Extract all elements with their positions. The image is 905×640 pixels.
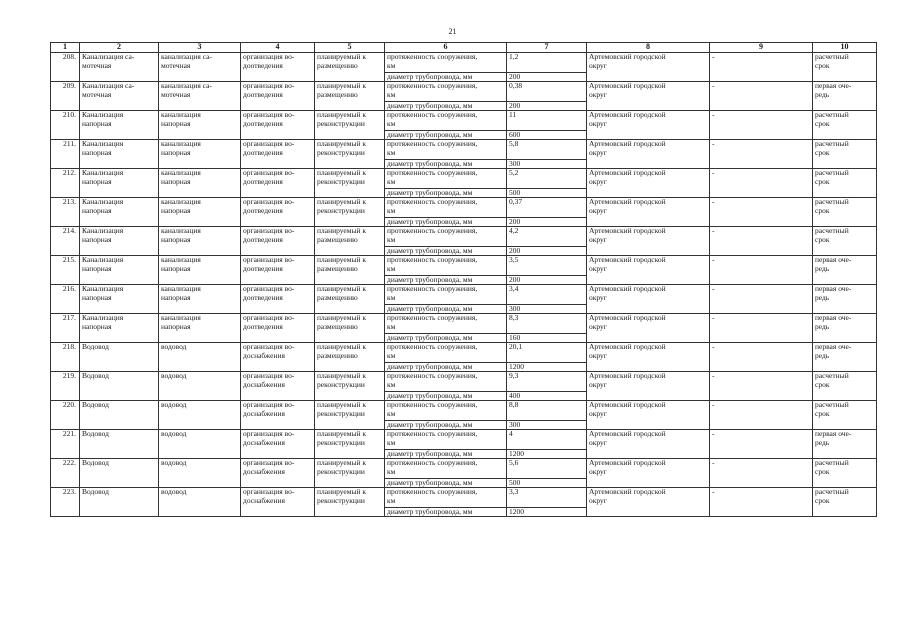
object-name: Канализация са- мотечная	[80, 53, 159, 82]
parameter-length-value: 11	[507, 111, 587, 131]
column-number: 1	[51, 43, 80, 53]
object-zone: -	[710, 53, 813, 82]
object-deadline: первая оче- редь	[813, 285, 877, 314]
row-number: 214.	[51, 227, 80, 256]
object-location: Артемовский городской округ	[587, 198, 710, 227]
parameter-length-value: 3,4	[507, 285, 587, 305]
object-purpose: организация во- доотведения	[241, 256, 315, 285]
column-number: 8	[587, 43, 710, 53]
parameter-length-value: 1,2	[507, 53, 587, 73]
object-deadline: расчетный срок	[813, 53, 877, 82]
parameter-diameter-value: 300	[507, 421, 587, 430]
object-zone: -	[710, 285, 813, 314]
object-deadline: расчетный срок	[813, 459, 877, 488]
object-name: Канализация напорная	[80, 140, 159, 169]
object-zone: -	[710, 169, 813, 198]
parameter-length: протяженность сооружения, км	[385, 488, 507, 508]
parameter-diameter: диаметр трубопровода, мм	[385, 392, 507, 401]
parameter-length-value: 4,2	[507, 227, 587, 247]
object-status: планируемый к реконструкции	[315, 430, 385, 459]
object-status: планируемый к размещению	[315, 227, 385, 256]
object-type: канализация напорная	[159, 140, 241, 169]
object-location: Артемовский городской округ	[587, 430, 710, 459]
object-name: Канализация напорная	[80, 198, 159, 227]
object-deadline: расчетный срок	[813, 488, 877, 517]
row-number: 221.	[51, 430, 80, 459]
column-number: 2	[80, 43, 159, 53]
object-name: Водовод	[80, 459, 159, 488]
object-purpose: организация во- доотведения	[241, 198, 315, 227]
parameter-length: протяженность сооружения, км	[385, 314, 507, 334]
objects-table	[50, 42, 877, 517]
parameter-length: протяженность сооружения, км	[385, 111, 507, 131]
parameter-length-value: 8,8	[507, 401, 587, 421]
object-status: планируемый к реконструкции	[315, 198, 385, 227]
object-deadline: первая оче- редь	[813, 343, 877, 372]
object-name: Канализация напорная	[80, 111, 159, 140]
table-body	[51, 43, 877, 517]
object-zone: -	[710, 256, 813, 285]
parameter-length: протяженность сооружения, км	[385, 430, 507, 450]
object-type: канализация са- мотечная	[159, 82, 241, 111]
table-row	[51, 488, 877, 508]
object-type: водовод	[159, 401, 241, 430]
table-row	[51, 314, 877, 334]
object-location: Артемовский городской округ	[587, 401, 710, 430]
parameter-length: протяженность сооружения, км	[385, 285, 507, 305]
parameter-diameter-value: 200	[507, 218, 587, 227]
object-type: водовод	[159, 430, 241, 459]
row-number: 218.	[51, 343, 80, 372]
parameter-length-value: 20,1	[507, 343, 587, 363]
parameter-length: протяженность сооружения, км	[385, 459, 507, 479]
parameter-length-value: 3,3	[507, 488, 587, 508]
object-type: водовод	[159, 372, 241, 401]
object-zone: -	[710, 488, 813, 517]
table-row	[51, 140, 877, 160]
object-type: водовод	[159, 488, 241, 517]
parameter-diameter: диаметр трубопровода, мм	[385, 73, 507, 82]
parameter-length: протяженность сооружения, км	[385, 140, 507, 160]
row-number: 215.	[51, 256, 80, 285]
parameter-diameter: диаметр трубопровода, мм	[385, 334, 507, 343]
parameter-diameter: диаметр трубопровода, мм	[385, 450, 507, 459]
parameter-diameter: диаметр трубопровода, мм	[385, 276, 507, 285]
object-purpose: организация во- доотведения	[241, 227, 315, 256]
object-deadline: расчетный срок	[813, 169, 877, 198]
parameter-diameter-value: 200	[507, 102, 587, 111]
object-zone: -	[710, 372, 813, 401]
object-location: Артемовский городской округ	[587, 227, 710, 256]
object-zone: -	[710, 111, 813, 140]
parameter-length: протяженность сооружения, км	[385, 198, 507, 218]
object-location: Артемовский городской округ	[587, 314, 710, 343]
parameter-diameter: диаметр трубопровода, мм	[385, 218, 507, 227]
parameter-length-value: 5,6	[507, 459, 587, 479]
object-status: планируемый к размещению	[315, 285, 385, 314]
object-status: планируемый к реконструкции	[315, 459, 385, 488]
object-purpose: организация во- доотведения	[241, 53, 315, 82]
row-number: 219.	[51, 372, 80, 401]
object-zone: -	[710, 314, 813, 343]
object-location: Артемовский городской округ	[587, 343, 710, 372]
parameter-diameter: диаметр трубопровода, мм	[385, 421, 507, 430]
parameter-diameter-value: 160	[507, 334, 587, 343]
table-row	[51, 343, 877, 363]
object-deadline: первая оче- редь	[813, 82, 877, 111]
row-number: 223.	[51, 488, 80, 517]
parameter-length-value: 0,37	[507, 198, 587, 218]
column-number: 10	[813, 43, 877, 53]
page-number: 21	[448, 27, 457, 36]
parameter-diameter-value: 1200	[507, 508, 587, 517]
object-status: планируемый к реконструкции	[315, 488, 385, 517]
object-purpose: организация во- доснабжения	[241, 372, 315, 401]
column-number: 7	[507, 43, 587, 53]
table-row	[51, 285, 877, 305]
object-location: Артемовский городской округ	[587, 372, 710, 401]
table-row	[51, 111, 877, 131]
object-name: Водовод	[80, 401, 159, 430]
object-status: планируемый к реконструкции	[315, 401, 385, 430]
object-location: Артемовский городской округ	[587, 488, 710, 517]
row-number: 210.	[51, 111, 80, 140]
parameter-length: протяженность сооружения, км	[385, 343, 507, 363]
parameter-diameter: диаметр трубопровода, мм	[385, 102, 507, 111]
object-name: Канализация са- мотечная	[80, 82, 159, 111]
object-purpose: организация во- доснабжения	[241, 401, 315, 430]
object-type: канализация напорная	[159, 198, 241, 227]
object-location: Артемовский городской округ	[587, 285, 710, 314]
table-row	[51, 459, 877, 479]
object-location: Артемовский городской округ	[587, 111, 710, 140]
column-number: 9	[710, 43, 813, 53]
object-zone: -	[710, 401, 813, 430]
object-zone: -	[710, 140, 813, 169]
object-purpose: организация во- доотведения	[241, 111, 315, 140]
object-zone: -	[710, 459, 813, 488]
object-name: Водовод	[80, 430, 159, 459]
table-row	[51, 53, 877, 73]
object-purpose: организация во- доотведения	[241, 169, 315, 198]
column-number: 5	[315, 43, 385, 53]
object-deadline: первая оче- редь	[813, 430, 877, 459]
parameter-length: протяженность сооружения, км	[385, 401, 507, 421]
table-row	[51, 401, 877, 421]
parameter-length: протяженность сооружения, км	[385, 53, 507, 73]
table-row	[51, 82, 877, 102]
object-purpose: организация во- доснабжения	[241, 430, 315, 459]
object-name: Канализация напорная	[80, 314, 159, 343]
object-deadline: первая оче- редь	[813, 314, 877, 343]
object-zone: -	[710, 227, 813, 256]
object-type: водовод	[159, 459, 241, 488]
parameter-length: протяженность сооружения, км	[385, 256, 507, 276]
parameter-diameter-value: 500	[507, 189, 587, 198]
object-location: Артемовский городской округ	[587, 169, 710, 198]
row-number: 222.	[51, 459, 80, 488]
object-deadline: расчетный срок	[813, 401, 877, 430]
parameter-diameter: диаметр трубопровода, мм	[385, 131, 507, 140]
object-name: Канализация напорная	[80, 227, 159, 256]
parameter-length-value: 9,3	[507, 372, 587, 392]
object-purpose: организация во- доотведения	[241, 82, 315, 111]
object-deadline: расчетный срок	[813, 198, 877, 227]
row-number: 209.	[51, 82, 80, 111]
parameter-length-value: 3,5	[507, 256, 587, 276]
parameter-diameter-value: 1200	[507, 450, 587, 459]
object-purpose: организация во- доснабжения	[241, 488, 315, 517]
object-status: планируемый к реконструкции	[315, 140, 385, 169]
object-location: Артемовский городской округ	[587, 140, 710, 169]
object-purpose: организация во- доотведения	[241, 314, 315, 343]
object-deadline: расчетный срок	[813, 372, 877, 401]
object-type: канализация напорная	[159, 285, 241, 314]
object-status: планируемый к реконструкции	[315, 169, 385, 198]
parameter-diameter-value: 300	[507, 305, 587, 314]
table-row	[51, 430, 877, 450]
object-purpose: организация во- доснабжения	[241, 459, 315, 488]
parameter-diameter-value: 300	[507, 160, 587, 169]
object-type: канализация напорная	[159, 169, 241, 198]
row-number: 216.	[51, 285, 80, 314]
row-number: 220.	[51, 401, 80, 430]
object-deadline: расчетный срок	[813, 140, 877, 169]
object-type: канализация са- мотечная	[159, 53, 241, 82]
parameter-diameter-value: 200	[507, 247, 587, 256]
table-row	[51, 372, 877, 392]
object-purpose: организация во- доотведения	[241, 140, 315, 169]
parameter-length-value: 5,8	[507, 140, 587, 160]
table-row	[51, 198, 877, 218]
object-type: канализация напорная	[159, 256, 241, 285]
row-number: 208.	[51, 53, 80, 82]
object-purpose: организация во- доснабжения	[241, 343, 315, 372]
object-name: Канализация напорная	[80, 256, 159, 285]
object-status: планируемый к реконструкции	[315, 111, 385, 140]
parameter-length: протяженность сооружения, км	[385, 169, 507, 189]
row-number: 217.	[51, 314, 80, 343]
object-zone: -	[710, 198, 813, 227]
column-number: 6	[385, 43, 507, 53]
object-deadline: расчетный срок	[813, 111, 877, 140]
parameter-diameter: диаметр трубопровода, мм	[385, 189, 507, 198]
parameter-length: протяженность сооружения, км	[385, 372, 507, 392]
object-name: Водовод	[80, 372, 159, 401]
column-number-row	[51, 43, 877, 53]
object-type: канализация напорная	[159, 314, 241, 343]
parameter-diameter: диаметр трубопровода, мм	[385, 160, 507, 169]
object-name: Канализация напорная	[80, 169, 159, 198]
parameter-diameter: диаметр трубопровода, мм	[385, 247, 507, 256]
parameter-diameter-value: 200	[507, 73, 587, 82]
row-number: 211.	[51, 140, 80, 169]
object-status: планируемый к размещению	[315, 314, 385, 343]
object-status: планируемый к размещению	[315, 343, 385, 372]
object-status: планируемый к размещению	[315, 53, 385, 82]
column-number: 3	[159, 43, 241, 53]
parameter-length: протяженность сооружения, км	[385, 227, 507, 247]
object-status: планируемый к размещению	[315, 82, 385, 111]
table-row	[51, 227, 877, 247]
table-row	[51, 169, 877, 189]
object-location: Артемовский городской округ	[587, 82, 710, 111]
row-number: 213.	[51, 198, 80, 227]
row-number: 212.	[51, 169, 80, 198]
parameter-diameter: диаметр трубопровода, мм	[385, 479, 507, 488]
parameter-length-value: 5,2	[507, 169, 587, 189]
parameter-diameter-value: 200	[507, 276, 587, 285]
parameter-diameter-value: 400	[507, 392, 587, 401]
object-type: водовод	[159, 343, 241, 372]
parameter-diameter: диаметр трубопровода, мм	[385, 363, 507, 372]
object-zone: -	[710, 82, 813, 111]
object-status: планируемый к размещению	[315, 256, 385, 285]
table-row	[51, 256, 877, 276]
object-location: Артемовский городской округ	[587, 459, 710, 488]
parameter-diameter-value: 1200	[507, 363, 587, 372]
parameter-length: протяженность сооружения, км	[385, 82, 507, 102]
object-status: планируемый к реконструкции	[315, 372, 385, 401]
parameter-length-value: 4	[507, 430, 587, 450]
parameter-diameter-value: 500	[507, 479, 587, 488]
parameter-length-value: 8,3	[507, 314, 587, 334]
object-name: Водовод	[80, 488, 159, 517]
object-location: Артемовский городской округ	[587, 53, 710, 82]
object-location: Артемовский городской округ	[587, 256, 710, 285]
object-type: канализация напорная	[159, 227, 241, 256]
column-number: 4	[241, 43, 315, 53]
object-name: Водовод	[80, 343, 159, 372]
object-purpose: организация во- доотведения	[241, 285, 315, 314]
object-deadline: первая оче- редь	[813, 256, 877, 285]
object-zone: -	[710, 430, 813, 459]
parameter-diameter-value: 600	[507, 131, 587, 140]
object-zone: -	[710, 343, 813, 372]
parameter-diameter: диаметр трубопровода, мм	[385, 305, 507, 314]
object-name: Канализация напорная	[80, 285, 159, 314]
parameter-length-value: 0,38	[507, 82, 587, 102]
object-deadline: расчетный срок	[813, 227, 877, 256]
parameter-diameter: диаметр трубопровода, мм	[385, 508, 507, 517]
object-type: канализация напорная	[159, 111, 241, 140]
